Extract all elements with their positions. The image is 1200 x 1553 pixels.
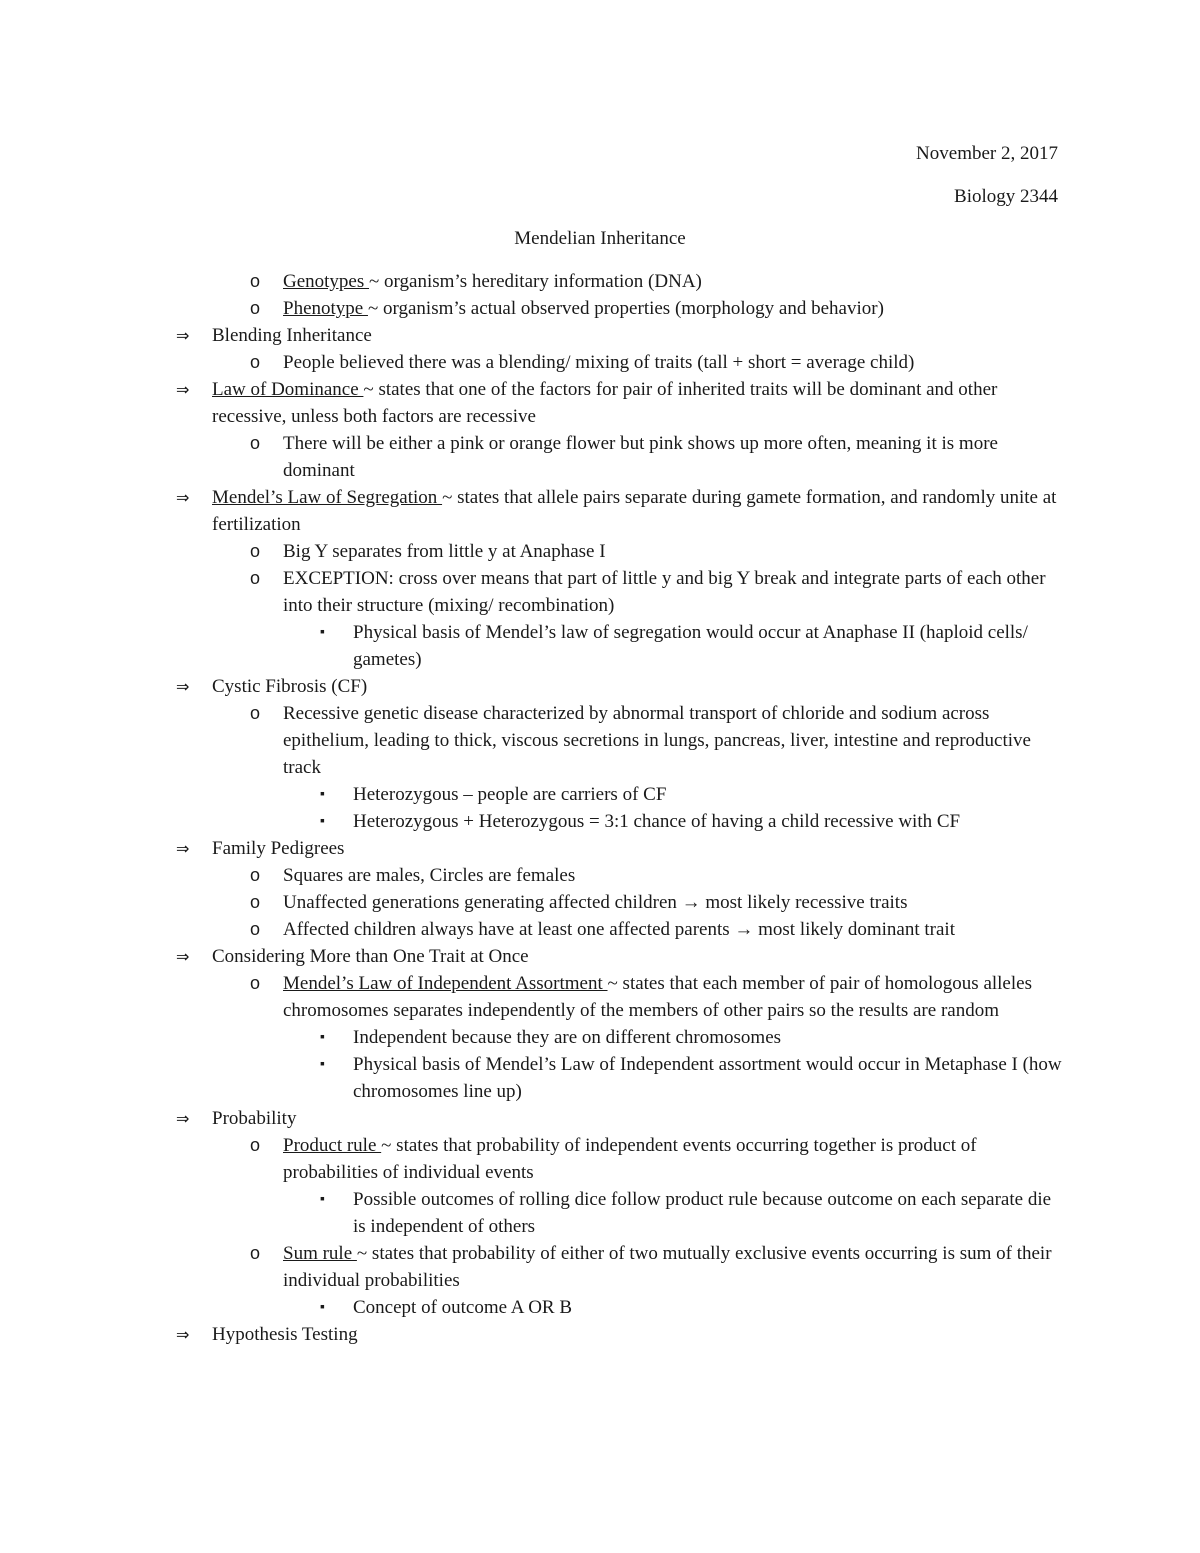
bullet-circle-icon: o bbox=[250, 703, 261, 723]
list-item bbox=[0, 808, 1200, 835]
list-item-text bbox=[353, 808, 1063, 835]
list-item-text bbox=[283, 916, 1063, 943]
list-item bbox=[0, 430, 1200, 484]
key-term: Law of Dominance bbox=[212, 379, 364, 400]
item-body: Family Pedigrees bbox=[212, 838, 345, 859]
list-item-text bbox=[283, 700, 1063, 781]
bullet-square-icon: ▪ bbox=[320, 787, 325, 802]
bullet-circle-icon: o bbox=[250, 352, 261, 372]
item-body: ~ states that each member of pair of homologous alleles chromosomes separates independently of the members of other pairs so the results are random bbox=[283, 973, 1032, 1021]
list-item bbox=[0, 700, 1200, 781]
key-term: Phenotype bbox=[283, 298, 368, 319]
list-item-text bbox=[283, 268, 1063, 295]
list-item bbox=[0, 619, 1200, 673]
list-item bbox=[0, 862, 1200, 889]
item-body: Heterozygous + Heterozygous = 3:1 chance of having a child recessive with CF bbox=[353, 811, 961, 832]
key-term: Mendel’s Law of Segregation bbox=[212, 487, 443, 508]
item-body: Possible outcomes of rolling dice follow product rule because outcome on each separate die is independent of others bbox=[353, 1189, 1052, 1237]
bullet-square-icon: ▪ bbox=[320, 1030, 325, 1045]
item-body: ~ organism’s hereditary information (DNA) bbox=[369, 271, 702, 292]
list-item bbox=[0, 835, 1200, 862]
item-body: Independent because they are on different chromosomes bbox=[353, 1027, 782, 1048]
bullet-circle-icon: o bbox=[250, 1243, 261, 1263]
list-item-text bbox=[353, 1024, 1063, 1051]
list-item-text bbox=[283, 889, 1063, 916]
bullet-circle-icon: o bbox=[250, 541, 261, 561]
list-item-text bbox=[212, 943, 1062, 970]
item-body: Considering More than One Trait at Once bbox=[212, 946, 529, 967]
list-item-text bbox=[283, 430, 1063, 484]
item-body: ~ states that one of the factors for pair of inherited traits will be dominant and other recessive, unless both factors are recessive bbox=[212, 379, 998, 427]
list-item-text bbox=[212, 673, 1062, 700]
list-item-text bbox=[283, 538, 1063, 565]
item-body: Cystic Fibrosis (CF) bbox=[212, 676, 368, 697]
list-item bbox=[0, 1051, 1200, 1105]
list-item-text bbox=[283, 295, 1063, 322]
course-line: Biology 2344 bbox=[954, 186, 1058, 207]
item-body: Physical basis of Mendel’s law of segregation would occur at Anaphase II (haploid cells/ gametes) bbox=[353, 622, 1028, 670]
list-item bbox=[0, 781, 1200, 808]
list-item bbox=[0, 538, 1200, 565]
bullet-square-icon: ▪ bbox=[320, 1300, 325, 1315]
list-item-text bbox=[283, 862, 1063, 889]
list-item bbox=[0, 970, 1200, 1024]
list-item-text bbox=[353, 1294, 1063, 1321]
list-item-text bbox=[212, 1321, 1062, 1348]
list-item bbox=[0, 1240, 1200, 1294]
list-item bbox=[0, 349, 1200, 376]
list-item-text bbox=[212, 1105, 1062, 1132]
bullet-arrow-icon: ⇒ bbox=[176, 839, 190, 858]
page-title: Mendelian Inheritance bbox=[514, 228, 686, 249]
item-body: Recessive genetic disease characterized by abnormal transport of chloride and sodium across epithelium, leading to thick, viscous secretions in lungs, pancreas, liver, intestine and reproductive track bbox=[283, 703, 1031, 778]
list-item bbox=[0, 1186, 1200, 1240]
bullet-circle-icon: o bbox=[250, 298, 261, 318]
list-item-text bbox=[283, 349, 1063, 376]
date-line: November 2, 2017 bbox=[916, 143, 1058, 164]
list-item-text bbox=[353, 1186, 1063, 1240]
bullet-circle-icon: o bbox=[250, 919, 261, 939]
list-item-text bbox=[212, 376, 1062, 430]
list-item-text bbox=[353, 619, 1063, 673]
list-item bbox=[0, 295, 1200, 322]
bullet-square-icon: ▪ bbox=[320, 814, 325, 829]
list-item bbox=[0, 1294, 1200, 1321]
list-item bbox=[0, 268, 1200, 295]
list-item bbox=[0, 673, 1200, 700]
bullet-arrow-icon: ⇒ bbox=[176, 488, 190, 507]
item-body: ~ organism’s actual observed properties (morphology and behavior) bbox=[367, 298, 884, 319]
list-item bbox=[0, 484, 1200, 538]
list-item-text bbox=[283, 1132, 1063, 1186]
bullet-circle-icon: o bbox=[250, 892, 261, 912]
bullet-arrow-icon: ⇒ bbox=[176, 1325, 190, 1344]
item-body: Hypothesis Testing bbox=[212, 1324, 358, 1345]
list-item bbox=[0, 1105, 1200, 1132]
list-item bbox=[0, 565, 1200, 619]
key-term: Sum rule bbox=[283, 1243, 357, 1264]
list-item bbox=[0, 322, 1200, 349]
key-term: Product rule bbox=[283, 1135, 382, 1156]
bullet-arrow-icon: ⇒ bbox=[176, 380, 190, 399]
bullet-arrow-icon: ⇒ bbox=[176, 326, 190, 345]
item-body: Physical basis of Mendel’s Law of Independent assortment would occur in Metaphase I (how chromosomes line up) bbox=[353, 1054, 1062, 1102]
item-body: Unaffected generations generating affected children → most likely recessive traits bbox=[283, 892, 908, 913]
list-item bbox=[0, 1132, 1200, 1186]
key-term: Mendel’s Law of Independent Assortment bbox=[283, 973, 608, 994]
item-body: People believed there was a blending/ mixing of traits (tall + short = average child) bbox=[283, 352, 915, 373]
list-item-text bbox=[283, 970, 1063, 1024]
item-body: Big Y separates from little y at Anaphase I bbox=[283, 541, 606, 562]
bullet-circle-icon: o bbox=[250, 1135, 261, 1155]
item-body: ~ states that probability of either of two mutually exclusive events occurring is sum of their individual probabilities bbox=[283, 1243, 1052, 1291]
list-item bbox=[0, 943, 1200, 970]
item-body: Affected children always have at least one affected parents → most likely dominant trait bbox=[283, 919, 955, 940]
item-body: Heterozygous – people are carriers of CF bbox=[353, 784, 667, 805]
list-item bbox=[0, 916, 1200, 943]
item-body: Concept of outcome A OR B bbox=[353, 1297, 573, 1318]
list-item-text bbox=[212, 322, 1062, 349]
item-body: There will be either a pink or orange flower but pink shows up more often, meaning it is more dominant bbox=[283, 433, 998, 481]
bullet-arrow-icon: ⇒ bbox=[176, 947, 190, 966]
bullet-circle-icon: o bbox=[250, 973, 261, 993]
list-item-text bbox=[212, 835, 1062, 862]
bullet-square-icon: ▪ bbox=[320, 1057, 325, 1072]
list-item-text bbox=[212, 484, 1062, 538]
list-item-text bbox=[353, 781, 1063, 808]
item-body: ~ states that allele pairs separate during gamete formation, and randomly unite at fertilization bbox=[212, 487, 1057, 535]
bullet-arrow-icon: ⇒ bbox=[176, 677, 190, 696]
bullet-square-icon: ▪ bbox=[320, 625, 325, 640]
list-item-text bbox=[353, 1051, 1063, 1105]
list-item-text bbox=[283, 1240, 1063, 1294]
item-body: ~ states that probability of independent events occurring together is product of probabilities of individual events bbox=[283, 1135, 977, 1183]
notes-list bbox=[0, 268, 1200, 1348]
list-item bbox=[0, 1024, 1200, 1051]
bullet-arrow-icon: ⇒ bbox=[176, 1109, 190, 1128]
item-body: Squares are males, Circles are females bbox=[283, 865, 576, 886]
list-item bbox=[0, 376, 1200, 430]
list-item-text bbox=[283, 565, 1063, 619]
bullet-square-icon: ▪ bbox=[320, 1192, 325, 1207]
key-term: Genotypes bbox=[283, 271, 370, 292]
item-body: Blending Inheritance bbox=[212, 325, 372, 346]
bullet-circle-icon: o bbox=[250, 865, 261, 885]
item-body: Probability bbox=[212, 1108, 297, 1129]
list-item bbox=[0, 889, 1200, 916]
bullet-circle-icon: o bbox=[250, 568, 261, 588]
bullet-circle-icon: o bbox=[250, 271, 261, 291]
bullet-circle-icon: o bbox=[250, 433, 261, 453]
list-item bbox=[0, 1321, 1200, 1348]
item-body: EXCEPTION: cross over means that part of little y and big Y break and integrate parts of each other into their structure (mixing/ recombination) bbox=[283, 568, 1046, 616]
